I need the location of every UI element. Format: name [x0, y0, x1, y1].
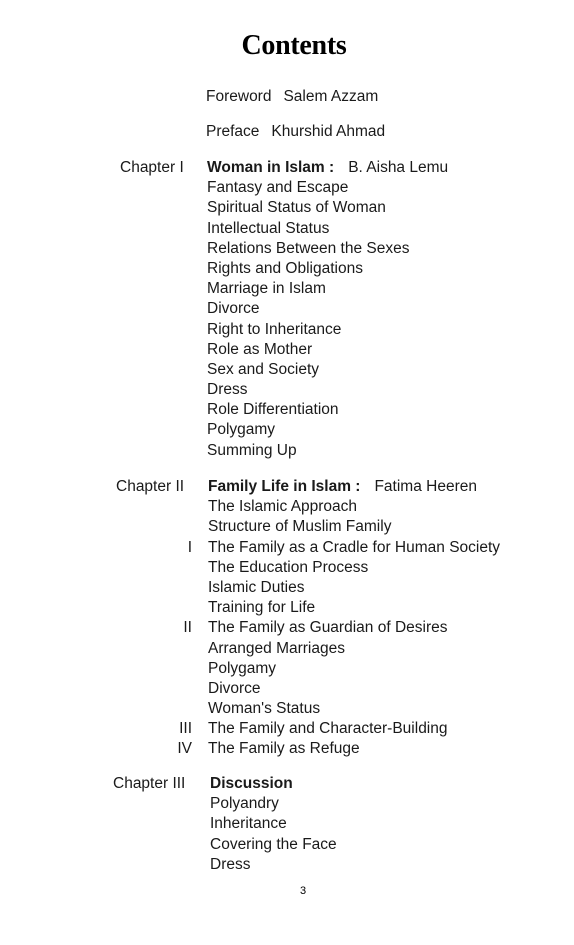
toc-entry-text: Divorce [208, 679, 261, 697]
toc-entry [207, 259, 448, 279]
chapter-3-list [210, 774, 337, 875]
toc-entry-text: Dress [210, 855, 251, 873]
chapter-3-heading: Discussion [210, 775, 293, 792]
toc-entry [210, 794, 337, 814]
chapter-3-heading-row [210, 774, 337, 794]
toc-entry [208, 659, 500, 679]
chapter-2-author: Fatima Heeren [374, 478, 477, 495]
chapter-2-list [177, 477, 501, 760]
toc-entry [187, 538, 501, 558]
foreword-entry [206, 88, 378, 106]
toc-entry-text: Divorce [207, 300, 260, 318]
chapter-2-heading-row [208, 477, 500, 497]
toc-entry-text: Polygamy [208, 659, 277, 677]
toc-entry [210, 814, 337, 834]
toc-entry [208, 699, 500, 719]
toc-entry-text: Fantasy and Escape [207, 179, 349, 197]
toc-entry-text: Arranged Marriages [208, 639, 345, 657]
foreword-label: Foreword [206, 88, 272, 105]
toc-entry [207, 320, 448, 340]
toc-entry [207, 420, 448, 440]
toc-entry [207, 279, 448, 299]
toc-entry-text: Intellectual Status [207, 219, 330, 237]
toc-entry [207, 198, 448, 218]
toc-entry [208, 598, 500, 618]
toc-entry-text: The Family as a Cradle for Human Society [208, 538, 501, 556]
chapter-2-heading: Family Life in Islam : [208, 478, 361, 495]
page-title: Contents [241, 30, 347, 61]
toc-entry-text: Covering the Face [210, 835, 337, 853]
toc-entry [207, 360, 448, 380]
preface-entry [206, 123, 385, 141]
chapter-1-author: B. Aisha Lemu [348, 159, 449, 176]
section-numeral: III [179, 720, 192, 738]
toc-entry [208, 679, 500, 699]
toc-entry [207, 400, 448, 420]
toc-entry-text: Summing Up [207, 441, 297, 459]
toc-entry [207, 340, 448, 360]
toc-entry-text: Polygamy [207, 421, 276, 439]
toc-entry [207, 380, 448, 400]
toc-entry [177, 739, 500, 759]
toc-entry [208, 578, 500, 598]
toc-entry-text: Woman's Status [208, 700, 321, 718]
toc-entry [207, 239, 448, 259]
toc-entry-text: Role Differentiation [207, 401, 339, 419]
chapter-1-list [207, 158, 448, 461]
chapter-1-heading-row [207, 158, 448, 178]
toc-entry [208, 639, 500, 659]
toc-entry [207, 219, 448, 239]
toc-entry [179, 719, 500, 739]
toc-entry-text: Role as Mother [207, 340, 313, 358]
toc-entry [207, 441, 448, 461]
toc-entry-text: Inheritance [210, 815, 287, 833]
toc-entry-text: The Family as Refuge [208, 740, 360, 758]
toc-entry-text: Dress [207, 381, 248, 399]
toc-entry [207, 299, 448, 319]
toc-entry-text: Relations Between the Sexes [207, 239, 410, 257]
toc-entry [208, 497, 500, 517]
section-numeral: I [187, 538, 192, 556]
toc-entry [208, 558, 500, 578]
toc-entry-text: Polyandry [210, 795, 279, 813]
chapter-1-heading: Woman in Islam : [207, 159, 335, 176]
toc-entry-text: Islamic Duties [208, 578, 305, 596]
toc-entry-text: Structure of Muslim Family [208, 518, 392, 536]
preface-author: Khurshid Ahmad [271, 123, 386, 140]
section-numeral: II [183, 619, 192, 637]
toc-entry-text: Sex and Society [207, 360, 320, 378]
toc-entry-text: The Islamic Approach [208, 498, 358, 516]
chapter-3-label: Chapter III [113, 775, 186, 792]
page-number: 3 [299, 885, 307, 897]
toc-entry [183, 618, 500, 638]
toc-entry-text: The Family and Character-Building [208, 720, 448, 738]
section-numeral: IV [177, 740, 192, 758]
chapter-1-label: Chapter I [120, 159, 184, 176]
foreword-author: Salem Azzam [283, 88, 379, 105]
toc-entry-text: Right to Inheritance [207, 320, 342, 338]
toc-entry-text: The Family as Guardian of Desires [208, 619, 448, 637]
chapter-2-label: Chapter II [116, 478, 185, 495]
toc-entry-text: The Education Process [208, 558, 369, 576]
toc-entry-text: Spiritual Status of Woman [207, 199, 386, 217]
preface-label: Preface [206, 123, 260, 140]
toc-entry [210, 855, 337, 875]
toc-entry [210, 835, 337, 855]
toc-entry [208, 517, 500, 537]
toc-entry [207, 178, 448, 198]
toc-entry-text: Rights and Obligations [207, 259, 363, 277]
toc-entry-text: Marriage in Islam [207, 280, 326, 298]
toc-entry-text: Training for Life [208, 599, 316, 617]
